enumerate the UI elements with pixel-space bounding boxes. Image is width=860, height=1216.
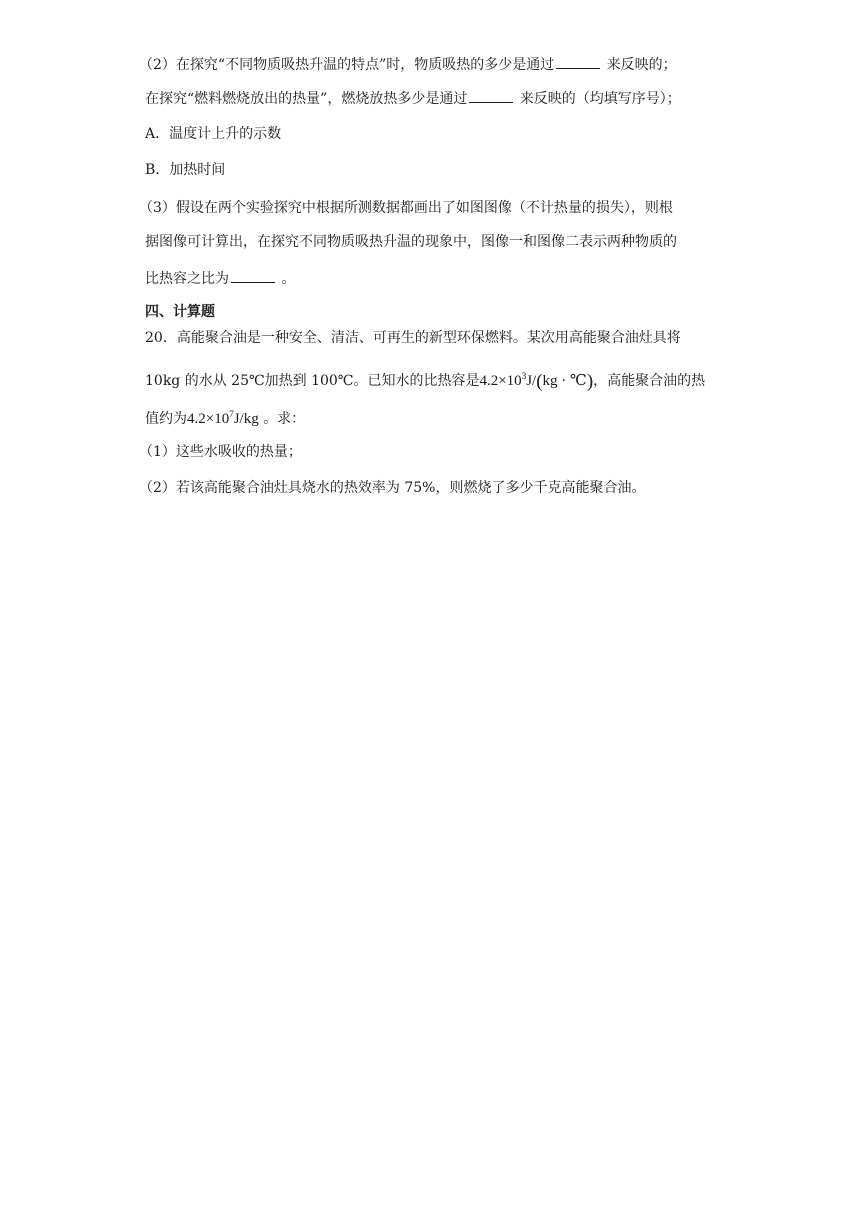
q19-part2-text-b: 来反映的； xyxy=(606,57,677,73)
q20-line3-text-b: 。求： xyxy=(263,411,306,427)
option-a: A．温度计上升的示数 xyxy=(145,126,282,142)
option-b: B．加热时间 xyxy=(145,162,226,178)
q19-part2-line1 xyxy=(139,54,677,75)
q19-part2-line2 xyxy=(145,88,681,109)
q19-part3-line3-text-b: 。 xyxy=(281,271,296,287)
q19-part3-line3 xyxy=(145,268,295,289)
q20-sub2: （2）若该高能聚合油灶具烧水的热效率为 75%，则燃烧了多少千克高能聚合油。 xyxy=(139,480,646,496)
q19-part2-line2-text-a: 在探究“燃料燃烧放出的热量”，燃烧放热多少是通过 xyxy=(145,91,468,107)
q19-part3-line1: （3）假设在两个实验探究中根据所测数据都画出了如图图像（不计热量的损失），则根 xyxy=(139,200,673,216)
q20-line1: 20．高能聚合油是一种安全、清洁、可再生的新型环保燃料。某次用高能聚合油灶具将 xyxy=(145,330,681,346)
answer-blank-2[interactable] xyxy=(469,88,513,103)
q20-line2 xyxy=(145,366,705,392)
q19-part2-text-a: （2）在探究“不同物质吸热升温的特点”时，物质吸热的多少是通过 xyxy=(139,57,555,73)
specific-heat-value: $4.2\times 10^3J/(kg$ · ℃) xyxy=(479,371,594,392)
q20-sub1: （1）这些水吸收的热量； xyxy=(139,444,302,460)
q20-line3 xyxy=(145,404,305,429)
q20-line2-text-b: ，高能聚合油的热 xyxy=(593,373,706,389)
q20-line2-text-a: 10kg 的水从 25℃加热到 100℃。已知水的比热容是 xyxy=(145,373,480,389)
q19-part2-line2-text-b: 来反映的（均填写序号）； xyxy=(519,91,681,107)
q19-part3-line3-text-a: 比热容之比为 xyxy=(145,271,229,287)
q19-part3-line2: 据图像可计算出，在探究不同物质吸热升温的现象中，图像一和图像二表示两种物质的 xyxy=(145,234,677,250)
answer-blank-1[interactable] xyxy=(556,54,600,69)
section-heading: 四、计算题 xyxy=(145,304,215,320)
q20-line3-text-a: 值约为 xyxy=(145,411,187,427)
answer-blank-3[interactable] xyxy=(231,268,275,283)
heat-value: $4.2\times 10^7J/kg$ xyxy=(187,409,259,427)
